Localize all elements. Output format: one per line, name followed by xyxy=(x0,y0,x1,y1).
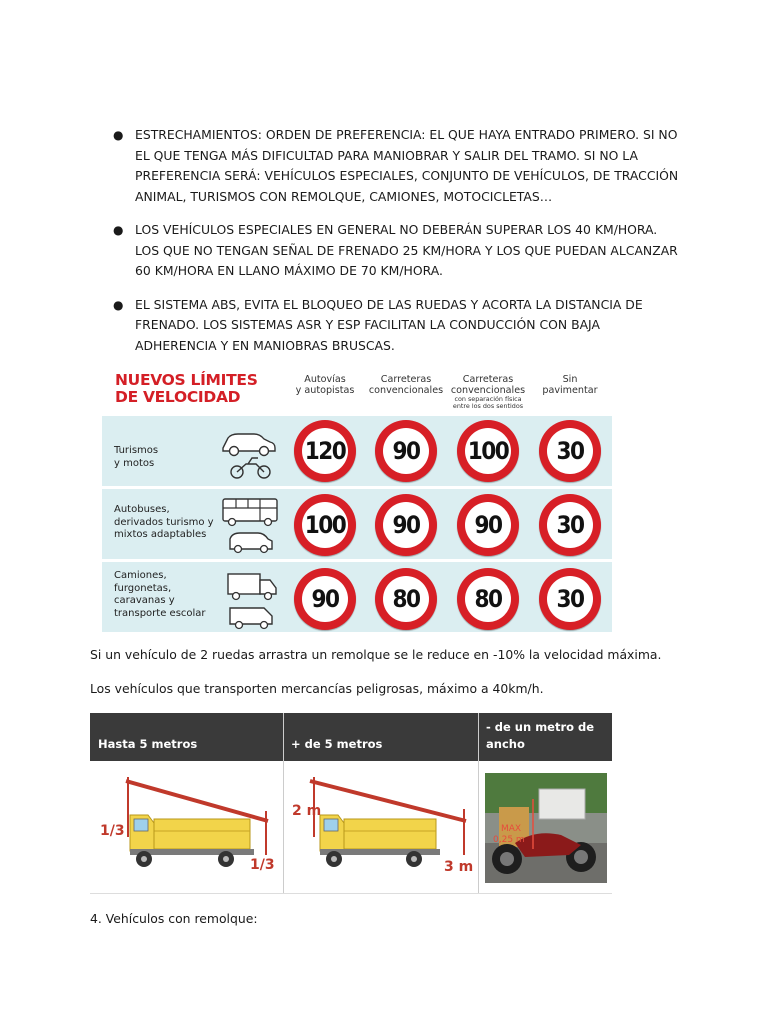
overhang-label-rear: 1/3 xyxy=(250,857,275,873)
table-header-cell xyxy=(90,713,283,761)
speed-sign-face xyxy=(547,428,593,474)
speed-sign xyxy=(375,420,437,482)
speed-sign xyxy=(294,420,356,482)
infographic-title: NUEVOS LÍMITES DE VELOCIDAD xyxy=(115,371,258,406)
bullet-text: EL SISTEMA ABS, EVITA EL BLOQUEO DE LAS RUEDAS Y ACORTA LA DISTANCIA DE FRENADO. LOS SISTEMAS ASR Y ESP FACILITAN LA CONDUCCIÓN CON BAJA ADHERENCIA Y EN MANIOBRAS BRUSCAS. xyxy=(135,296,643,353)
truck-and-van-icon xyxy=(220,568,282,630)
photo-max-label: MAX 0,25 m xyxy=(493,824,525,845)
row-label: Autobuses, derivados turismo y mixtos adaptables xyxy=(114,504,214,540)
table-header-cell xyxy=(478,713,612,761)
column-divider xyxy=(283,713,284,893)
speed-sign-face xyxy=(547,502,593,548)
row-label: Turismos y motos xyxy=(114,445,159,469)
cargo-overhang-table xyxy=(90,713,612,893)
speed-sign-face xyxy=(383,428,429,474)
speed-sign-face xyxy=(302,576,348,622)
speed-sign xyxy=(457,494,519,556)
column-header-label: Carreteras convencionales xyxy=(450,374,526,396)
speed-sign-value: 100 xyxy=(304,511,346,539)
speed-sign-face xyxy=(465,502,511,548)
column-divider xyxy=(478,713,479,893)
bullet-item xyxy=(104,125,684,207)
paragraph-remolque-dos-ruedas: Si un vehículo de 2 ruedas arrastra un remolque se le reduce en -10% la velocidad máxima. xyxy=(90,647,662,662)
speed-sign xyxy=(375,568,437,630)
section-heading-remolque: 4. Vehículos con remolque: xyxy=(90,911,258,926)
speed-sign xyxy=(539,494,601,556)
overhang-label-front: 1/3 xyxy=(100,823,125,839)
speed-row-autobuses xyxy=(102,489,612,559)
speed-sign-value: 100 xyxy=(467,437,509,465)
bullet-item xyxy=(104,220,684,282)
speed-sign-face xyxy=(383,502,429,548)
column-header-autovias xyxy=(280,374,370,396)
speed-sign-value: 90 xyxy=(392,437,420,465)
speed-sign-face xyxy=(465,576,511,622)
speed-sign-value: 90 xyxy=(474,511,502,539)
speed-sign-value: 30 xyxy=(556,437,584,465)
column-header-label: Sin pavimentar xyxy=(542,374,598,396)
speed-limits-infographic xyxy=(102,365,612,635)
speed-sign xyxy=(375,494,437,556)
motorcycle-cargo-photo xyxy=(485,773,607,883)
truck-overhang-diagram-long xyxy=(288,771,474,881)
speed-sign xyxy=(539,568,601,630)
speed-sign-value: 30 xyxy=(556,585,584,613)
overhang-label-rear: 3 m xyxy=(444,859,474,875)
truck-overhang-diagram-short xyxy=(96,771,280,881)
row-label: Camiones, furgonetas, caravanas y transporte escolar xyxy=(114,570,206,619)
table-header-label: - de un metro de ancho xyxy=(486,720,595,751)
paragraph-mercancias-peligrosas: Los vehículos que transporten mercancías peligrosas, máximo a 40km/h. xyxy=(90,681,544,696)
table-header-label: Hasta 5 metros xyxy=(98,737,198,751)
speed-row-camiones xyxy=(102,562,612,632)
speed-sign xyxy=(457,420,519,482)
speed-sign-face xyxy=(302,502,348,548)
speed-sign xyxy=(457,568,519,630)
speed-sign-value: 80 xyxy=(474,585,502,613)
speed-row-turismos xyxy=(102,416,612,486)
column-header-convencionales xyxy=(361,374,451,396)
speed-sign-value: 30 xyxy=(556,511,584,539)
car-and-motorcycle-icon xyxy=(218,424,280,480)
speed-sign-value: 90 xyxy=(311,585,339,613)
column-header-label: Carreteras convencionales xyxy=(368,374,444,396)
speed-sign-value: 90 xyxy=(392,511,420,539)
speed-sign-face xyxy=(302,428,348,474)
bullet-dot: ● xyxy=(113,223,124,237)
bus-and-van-icon xyxy=(218,495,282,555)
speed-sign-face xyxy=(383,576,429,622)
speed-sign-face xyxy=(465,428,511,474)
column-header-sin-pavimentar xyxy=(525,374,615,396)
bullet-list xyxy=(104,125,684,369)
bullet-dot: ● xyxy=(113,128,124,142)
bullet-item xyxy=(104,295,684,357)
speed-sign xyxy=(294,494,356,556)
speed-sign xyxy=(539,420,601,482)
speed-sign-face xyxy=(547,576,593,622)
speed-sign xyxy=(294,568,356,630)
column-header-convencionales-separacion xyxy=(443,374,533,410)
column-header-sublabel: con separación física entre los dos sentidos xyxy=(452,395,524,410)
table-header-cell xyxy=(283,713,478,761)
overhang-label-front: 2 m xyxy=(292,803,322,819)
column-header-label: Autovías y autopistas xyxy=(295,374,355,396)
bullet-text: LOS VEHÍCULOS ESPECIALES EN GENERAL NO DEBERÁN SUPERAR LOS 40 KM/HORA. LOS QUE NO TENGAN SEÑAL DE FRENADO 25 KM/HORA Y LOS QUE PUEDAN ALCANZAR 60 KM/HORA EN LLANO MÁXIMO DE 70 KM/HORA. xyxy=(135,222,678,278)
table-header-label: + de 5 metros xyxy=(291,737,383,751)
bullet-text: ESTRECHAMIENTOS: ORDEN DE PREFERENCIA: EL QUE HAYA ENTRADO PRIMERO. SI NO EL QUE TENGA MÁS DIFICULTAD PARA MANIOBRAR Y SALIR DEL TRAMO. SI NO LA PREFERENCIA SERÁ: VEHÍCULOS ESPECIALES, CONJUNTO DE VEHÍCULOS, DE TRACCIÓN ANIMAL, TURISMOS CON REMOLQUE, CAMIONES, MOTOCICLETAS… xyxy=(135,127,679,204)
speed-sign-value: 80 xyxy=(392,585,420,613)
speed-sign-value: 120 xyxy=(304,437,346,465)
bullet-dot: ● xyxy=(113,297,124,312)
